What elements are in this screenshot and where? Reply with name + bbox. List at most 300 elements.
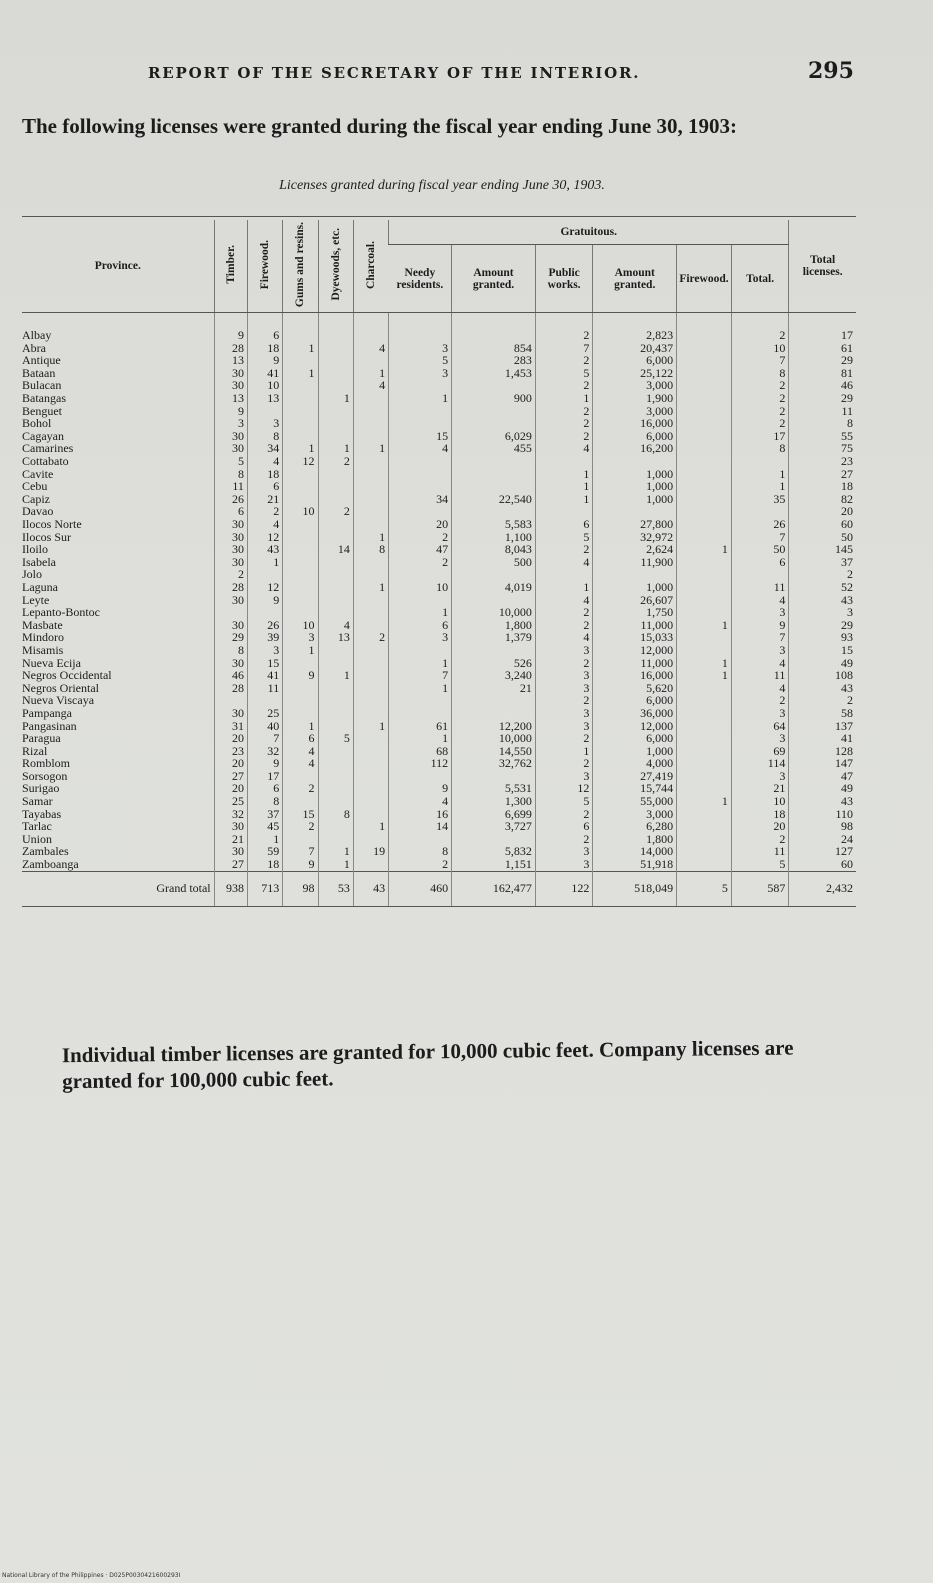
- cell-timber: 28: [214, 682, 247, 695]
- cell-gums: 2: [283, 820, 318, 833]
- table-row: [22, 442, 856, 455]
- cell-gums: 3: [283, 631, 318, 644]
- cell-timber: 30: [214, 657, 247, 670]
- cell-public: 2: [535, 657, 592, 670]
- cell-needy: 4: [389, 442, 452, 455]
- cell-public: 2: [535, 619, 592, 632]
- cell-needy: 6: [389, 619, 452, 632]
- cell-total: 3: [731, 770, 788, 783]
- cell-amount1: 3,727: [452, 820, 536, 833]
- cell-amount2: 6,280: [593, 820, 677, 833]
- table-row: [22, 720, 856, 733]
- cell-public: 3: [535, 682, 592, 695]
- cell-dyewoods: 14: [318, 543, 353, 556]
- cell-timber: 23: [214, 745, 247, 758]
- cell-charcoal: 1: [353, 531, 388, 544]
- cell-firewood: 4: [247, 518, 282, 531]
- cell-amount2: 1,000: [593, 581, 677, 594]
- cell-firewood2: [677, 505, 732, 518]
- cell-public: 2: [535, 808, 592, 821]
- running-title: REPORT OF THE SECRETARY OF THE INTERIOR.: [148, 64, 641, 82]
- cell-timber: 30: [214, 556, 247, 569]
- cell-amount1: [452, 644, 536, 657]
- cell-amount2: 3,000: [593, 808, 677, 821]
- cell-firewood2: [677, 379, 732, 392]
- cell-needy: [389, 480, 452, 493]
- cell-amount1: 4,019: [452, 581, 536, 594]
- table-row: [22, 354, 856, 367]
- cell-firewood2: 1: [677, 543, 732, 556]
- table-row: [22, 342, 856, 355]
- cell-total-licenses: 43: [789, 795, 856, 808]
- cell-total: 21: [731, 782, 788, 795]
- cell-charcoal: [353, 405, 388, 418]
- cell-firewood2: [677, 405, 732, 418]
- cell-total-licenses: 8: [789, 417, 856, 430]
- cell-needy: [389, 644, 452, 657]
- cell-amount1: 1,453: [452, 367, 536, 380]
- cell-total-licenses: 108: [789, 669, 856, 682]
- cell-dyewoods: [318, 606, 353, 619]
- cell-gums: [283, 531, 318, 544]
- cell-charcoal: 1: [353, 442, 388, 455]
- cell-gums: [283, 707, 318, 720]
- cell-dyewoods: 1: [318, 845, 353, 858]
- cell-total-licenses: 49: [789, 782, 856, 795]
- cell-needy: 1: [389, 657, 452, 670]
- cell-province: Pampanga: [22, 705, 72, 720]
- cell-amount1: [452, 405, 536, 418]
- cell-firewood: 1: [247, 833, 282, 846]
- header-total-licenses: Total licenses.: [789, 220, 856, 313]
- cell-total: 10: [731, 795, 788, 808]
- cell-public: 4: [535, 594, 592, 607]
- cell-gums: 10: [283, 505, 318, 518]
- cell-gums: 2: [283, 782, 318, 795]
- library-credit: National Library of the Philippines · D025P0030421600293I: [2, 1572, 181, 1579]
- cell-public: 2: [535, 543, 592, 556]
- cell-firewood: 39: [247, 631, 282, 644]
- cell-public: [535, 455, 592, 468]
- cell-gums: [283, 556, 318, 569]
- cell-amount2: 1,000: [593, 493, 677, 506]
- cell-public: 1: [535, 468, 592, 481]
- cell-total: 17: [731, 430, 788, 443]
- cell-dyewoods: [318, 367, 353, 380]
- cell-firewood2: [677, 732, 732, 745]
- cell-amount1: [452, 480, 536, 493]
- cell-province: Laguna: [22, 579, 58, 594]
- cell-total: 20: [731, 820, 788, 833]
- cell-firewood2: [677, 745, 732, 758]
- cell-timber: 27: [214, 770, 247, 783]
- cell-gums: 1: [283, 644, 318, 657]
- cell-amount1: 10,000: [452, 606, 536, 619]
- cell-timber: 30: [214, 707, 247, 720]
- cell-firewood: 34: [247, 442, 282, 455]
- cell-firewood2: [677, 493, 732, 506]
- total-cell-timber: 938: [214, 871, 247, 907]
- cell-dyewoods: [318, 568, 353, 581]
- table-row: [22, 732, 856, 745]
- cell-total: 11: [731, 581, 788, 594]
- cell-province: Rizal: [22, 743, 48, 758]
- cell-charcoal: 1: [353, 581, 388, 594]
- cell-total: 4: [731, 682, 788, 695]
- cell-charcoal: [353, 354, 388, 367]
- cell-total-licenses: 17: [789, 313, 856, 342]
- cell-firewood: 2: [247, 505, 282, 518]
- cell-needy: [389, 694, 452, 707]
- cell-firewood2: 1: [677, 657, 732, 670]
- cell-province: Negros Occidental: [22, 668, 112, 683]
- cell-public: 1: [535, 392, 592, 405]
- cell-total: 7: [731, 354, 788, 367]
- cell-firewood2: [677, 568, 732, 581]
- cell-firewood: 25: [247, 707, 282, 720]
- cell-public: 3: [535, 720, 592, 733]
- cell-gums: 10: [283, 619, 318, 632]
- table-row: [22, 770, 856, 783]
- cell-timber: 13: [214, 392, 247, 405]
- cell-amount1: 526: [452, 657, 536, 670]
- cell-public: 2: [535, 732, 592, 745]
- cell-province: Ilocos Norte: [22, 517, 82, 532]
- cell-province: Romblom: [22, 756, 71, 771]
- cell-province: Nueva Ecija: [22, 655, 81, 670]
- table-row: [22, 594, 856, 607]
- cell-public: 2: [535, 379, 592, 392]
- cell-province: Isabela: [22, 554, 56, 569]
- cell-total: 2: [731, 833, 788, 846]
- cell-total: 2: [731, 379, 788, 392]
- cell-total-licenses: 29: [789, 354, 856, 367]
- cell-timber: 9: [214, 313, 247, 342]
- cell-province: Cottabato: [22, 454, 69, 469]
- cell-public: 5: [535, 531, 592, 544]
- cell-public: 2: [535, 430, 592, 443]
- table-top-rule: [22, 216, 856, 217]
- cell-firewood2: [677, 342, 732, 355]
- cell-needy: 3: [389, 367, 452, 380]
- cell-firewood2: [677, 367, 732, 380]
- cell-province: Surigao: [22, 781, 60, 796]
- cell-total: 9: [731, 619, 788, 632]
- cell-dyewoods: 1: [318, 442, 353, 455]
- cell-charcoal: [353, 480, 388, 493]
- header-charcoal: Charcoal.: [353, 220, 388, 313]
- cell-timber: 30: [214, 518, 247, 531]
- cell-dyewoods: [318, 405, 353, 418]
- cell-public: 2: [535, 606, 592, 619]
- cell-total-licenses: 82: [789, 493, 856, 506]
- cell-dyewoods: [318, 468, 353, 481]
- cell-firewood2: 1: [677, 669, 732, 682]
- cell-public: 1: [535, 581, 592, 594]
- cell-amount2: 15,744: [593, 782, 677, 795]
- cell-amount2: 20,437: [593, 342, 677, 355]
- cell-amount1: 5,531: [452, 782, 536, 795]
- cell-firewood: 6: [247, 313, 282, 342]
- cell-province: Union: [22, 831, 52, 846]
- cell-total-licenses: 49: [789, 657, 856, 670]
- cell-firewood: 40: [247, 720, 282, 733]
- cell-needy: 10: [389, 581, 452, 594]
- cell-firewood: 32: [247, 745, 282, 758]
- cell-public: 7: [535, 342, 592, 355]
- cell-dyewoods: [318, 313, 353, 342]
- cell-firewood: 3: [247, 417, 282, 430]
- header-dyewoods: Dyewoods, etc.: [318, 220, 353, 313]
- cell-timber: [214, 606, 247, 619]
- cell-timber: 30: [214, 442, 247, 455]
- cell-firewood2: [677, 455, 732, 468]
- cell-firewood: 4: [247, 455, 282, 468]
- cell-timber: 30: [214, 367, 247, 380]
- cell-charcoal: [353, 468, 388, 481]
- cell-needy: [389, 707, 452, 720]
- table-row: [22, 518, 856, 531]
- table-row: [22, 631, 856, 644]
- cell-dyewoods: 2: [318, 505, 353, 518]
- cell-needy: 34: [389, 493, 452, 506]
- cell-needy: 2: [389, 556, 452, 569]
- cell-firewood2: 1: [677, 795, 732, 808]
- cell-total: 26: [731, 518, 788, 531]
- cell-firewood2: [677, 581, 732, 594]
- cell-needy: 1: [389, 606, 452, 619]
- cell-amount2: 6,000: [593, 694, 677, 707]
- header-gums: Gums and resins.: [283, 220, 318, 313]
- cell-total-licenses: 50: [789, 531, 856, 544]
- cell-total-licenses: 145: [789, 543, 856, 556]
- cell-charcoal: [353, 606, 388, 619]
- cell-gums: [283, 581, 318, 594]
- cell-public: 3: [535, 707, 592, 720]
- cell-dyewoods: [318, 581, 353, 594]
- cell-dyewoods: [318, 745, 353, 758]
- table-row: [22, 782, 856, 795]
- cell-public: 4: [535, 442, 592, 455]
- cell-dyewoods: [318, 757, 353, 770]
- cell-total-licenses: 61: [789, 342, 856, 355]
- footer-note: Individual timber licenses are granted for 10,000 cubic feet. Company licenses are granted for 100,000 cubic feet.: [61, 1035, 794, 1094]
- cell-timber: 32: [214, 808, 247, 821]
- cell-gums: [283, 543, 318, 556]
- cell-timber: 8: [214, 468, 247, 481]
- cell-needy: 8: [389, 845, 452, 858]
- cell-amount2: 27,419: [593, 770, 677, 783]
- cell-total: 4: [731, 657, 788, 670]
- cell-dyewoods: 1: [318, 858, 353, 871]
- cell-amount1: 32,762: [452, 757, 536, 770]
- cell-firewood: 21: [247, 493, 282, 506]
- cell-total: 3: [731, 606, 788, 619]
- cell-firewood: 43: [247, 543, 282, 556]
- cell-firewood2: [677, 313, 732, 342]
- cell-dyewoods: 13: [318, 631, 353, 644]
- cell-charcoal: 1: [353, 820, 388, 833]
- cell-timber: 30: [214, 845, 247, 858]
- cell-gums: [283, 795, 318, 808]
- cell-charcoal: [353, 757, 388, 770]
- total-cell-province: Grand total: [22, 871, 214, 907]
- cell-charcoal: [353, 732, 388, 745]
- cell-amount2: 6,000: [593, 354, 677, 367]
- cell-amount1: 1,800: [452, 619, 536, 632]
- cell-public: 2: [535, 405, 592, 418]
- cell-amount1: 1,300: [452, 795, 536, 808]
- cell-public: 3: [535, 770, 592, 783]
- cell-amount2: 27,800: [593, 518, 677, 531]
- cell-dyewoods: [318, 480, 353, 493]
- cell-public: 3: [535, 858, 592, 871]
- cell-total-licenses: 60: [789, 518, 856, 531]
- total-cell-public: 122: [535, 871, 592, 907]
- total-cell-needy: 460: [389, 871, 452, 907]
- table-row: [22, 455, 856, 468]
- cell-total-licenses: 2: [789, 568, 856, 581]
- cell-public: 4: [535, 631, 592, 644]
- cell-amount2: 1,750: [593, 606, 677, 619]
- cell-dyewoods: [318, 820, 353, 833]
- cell-charcoal: [353, 594, 388, 607]
- cell-total-licenses: 128: [789, 745, 856, 758]
- cell-total-licenses: 29: [789, 619, 856, 632]
- header-firewood-2: Firewood.: [677, 245, 732, 313]
- cell-dyewoods: [318, 342, 353, 355]
- cell-dyewoods: [318, 518, 353, 531]
- cell-firewood2: [677, 808, 732, 821]
- cell-province: Jolo: [22, 567, 43, 582]
- cell-public: 1: [535, 493, 592, 506]
- cell-total-licenses: 137: [789, 720, 856, 733]
- cell-firewood: 3: [247, 644, 282, 657]
- cell-total-licenses: 147: [789, 757, 856, 770]
- cell-gums: 12: [283, 455, 318, 468]
- cell-firewood: 8: [247, 430, 282, 443]
- cell-firewood: 41: [247, 367, 282, 380]
- cell-amount2: 1,900: [593, 392, 677, 405]
- cell-amount2: 1,800: [593, 833, 677, 846]
- cell-gums: 7: [283, 845, 318, 858]
- cell-total-licenses: 55: [789, 430, 856, 443]
- cell-province: Lepanto-Bontoc: [22, 605, 100, 620]
- cell-amount1: 21: [452, 682, 536, 695]
- cell-total-licenses: 47: [789, 770, 856, 783]
- cell-total-licenses: 81: [789, 367, 856, 380]
- cell-total: 10: [731, 342, 788, 355]
- cell-total-licenses: 127: [789, 845, 856, 858]
- cell-firewood: 17: [247, 770, 282, 783]
- cell-timber: 28: [214, 342, 247, 355]
- cell-timber: 30: [214, 543, 247, 556]
- cell-gums: 1: [283, 720, 318, 733]
- cell-total-licenses: 27: [789, 468, 856, 481]
- cell-province: Abra: [22, 340, 46, 355]
- cell-firewood: 6: [247, 782, 282, 795]
- cell-amount1: 5,832: [452, 845, 536, 858]
- total-cell-dyewoods: 53: [318, 871, 353, 907]
- cell-amount1: 283: [452, 354, 536, 367]
- cell-firewood2: 1: [677, 619, 732, 632]
- header-amount-granted-1: Amount granted.: [452, 245, 536, 313]
- cell-needy: [389, 417, 452, 430]
- cell-firewood2: [677, 858, 732, 871]
- cell-dyewoods: [318, 782, 353, 795]
- cell-amount2: 16,000: [593, 669, 677, 682]
- cell-amount2: 36,000: [593, 707, 677, 720]
- cell-public: 2: [535, 313, 592, 342]
- cell-dyewoods: 1: [318, 669, 353, 682]
- cell-charcoal: 1: [353, 367, 388, 380]
- total-cell-amount2: 518,049: [593, 871, 677, 907]
- cell-firewood: 9: [247, 354, 282, 367]
- table-row: [22, 707, 856, 720]
- grand-total-row: [22, 871, 856, 907]
- table-row: [22, 845, 856, 858]
- cell-amount2: 11,000: [593, 619, 677, 632]
- cell-public: 3: [535, 845, 592, 858]
- cell-total: 3: [731, 707, 788, 720]
- cell-firewood2: [677, 845, 732, 858]
- cell-province: Benguet: [22, 403, 62, 418]
- cell-gums: [283, 354, 318, 367]
- table-row: [22, 619, 856, 632]
- table-row: [22, 606, 856, 619]
- cell-total: 4: [731, 594, 788, 607]
- table-row: [22, 313, 856, 342]
- cell-charcoal: [353, 745, 388, 758]
- table-row: [22, 757, 856, 770]
- cell-dyewoods: 2: [318, 455, 353, 468]
- cell-amount2: 4,000: [593, 757, 677, 770]
- cell-firewood2: [677, 644, 732, 657]
- cell-charcoal: 2: [353, 631, 388, 644]
- cell-timber: 3: [214, 417, 247, 430]
- cell-firewood2: [677, 833, 732, 846]
- cell-firewood2: [677, 694, 732, 707]
- cell-firewood: 12: [247, 581, 282, 594]
- cell-dyewoods: [318, 770, 353, 783]
- total-cell-total-licenses: 2,432: [789, 871, 856, 907]
- cell-dyewoods: [318, 556, 353, 569]
- cell-province: Sorsogon: [22, 768, 68, 783]
- header-needy-residents: Needy residents.: [389, 245, 452, 313]
- cell-total-licenses: 2: [789, 694, 856, 707]
- cell-total-licenses: 37: [789, 556, 856, 569]
- cell-firewood: 12: [247, 531, 282, 544]
- cell-needy: 20: [389, 518, 452, 531]
- cell-public: 6: [535, 518, 592, 531]
- cell-total-licenses: 11: [789, 405, 856, 418]
- table-row: [22, 543, 856, 556]
- cell-public: 2: [535, 757, 592, 770]
- cell-amount2: 25,122: [593, 367, 677, 380]
- cell-firewood2: [677, 594, 732, 607]
- cell-firewood2: [677, 707, 732, 720]
- cell-gums: [283, 682, 318, 695]
- cell-amount2: 16,000: [593, 417, 677, 430]
- cell-needy: 4: [389, 795, 452, 808]
- cell-total: 2: [731, 405, 788, 418]
- header-amount-granted-2: Amount granted.: [593, 245, 677, 313]
- cell-firewood: 7: [247, 732, 282, 745]
- cell-needy: 2: [389, 858, 452, 871]
- cell-amount1: 1,379: [452, 631, 536, 644]
- cell-total: 2: [731, 392, 788, 405]
- cell-amount2: 12,000: [593, 644, 677, 657]
